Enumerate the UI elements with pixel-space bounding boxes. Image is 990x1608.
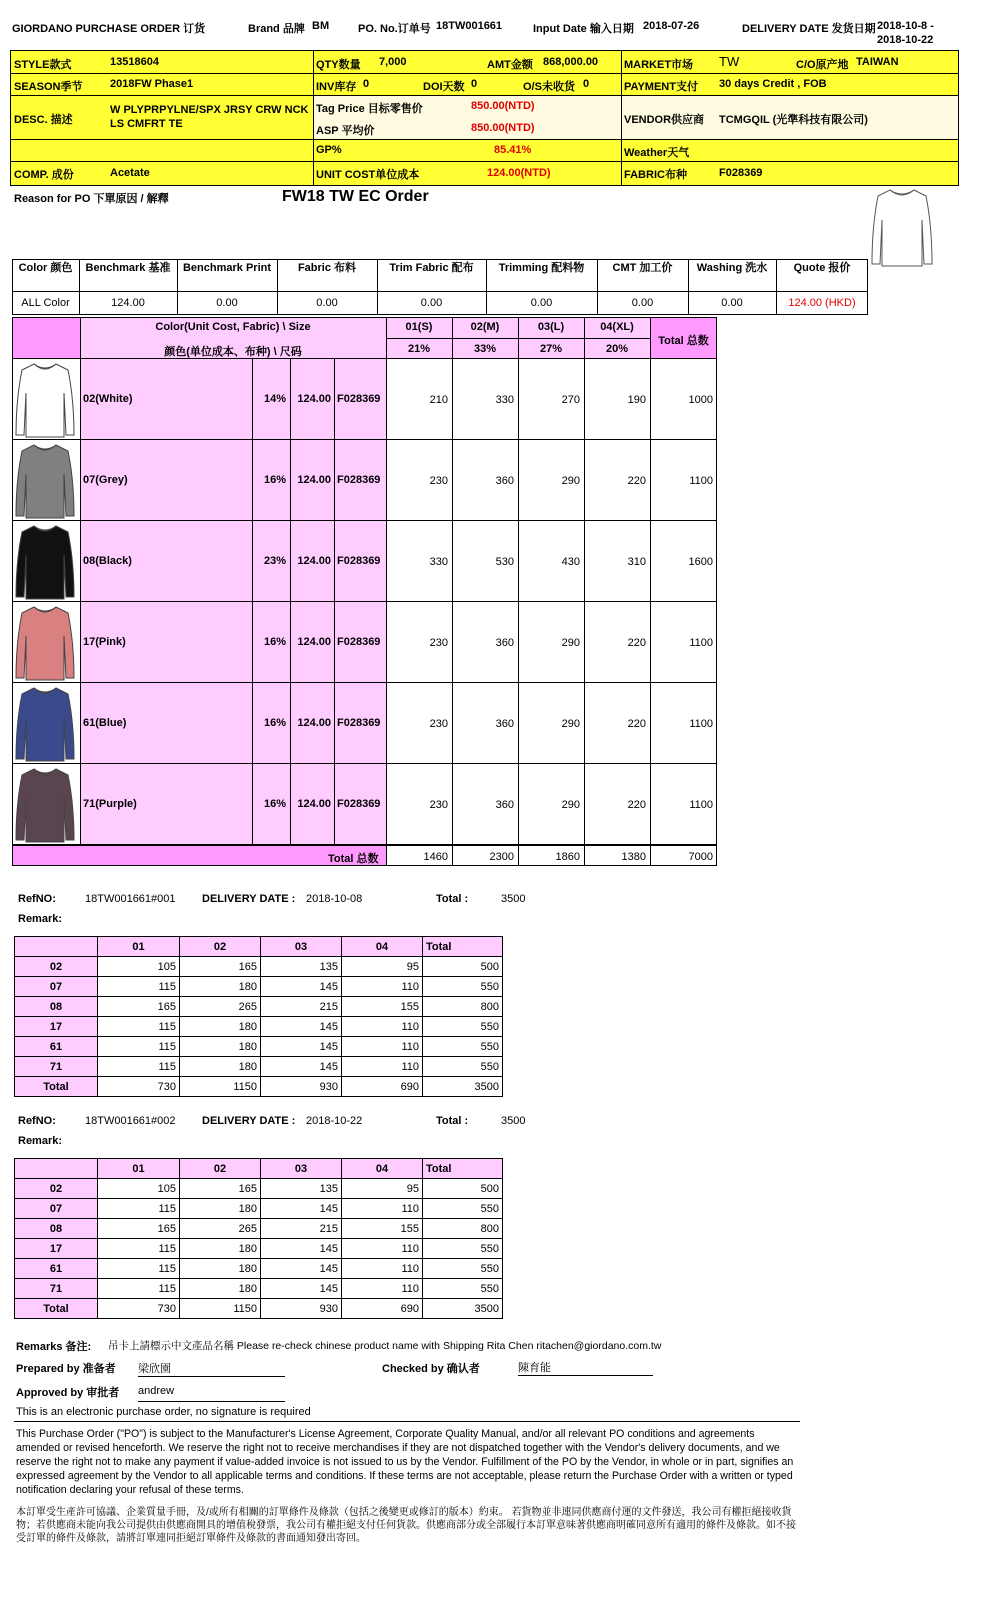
cost-header-5: Trimming 配料物 xyxy=(498,262,585,274)
cost-value-4: 0.00 xyxy=(420,297,443,309)
row-qty-xl: 220 xyxy=(627,718,646,730)
table-row xyxy=(15,957,503,977)
column-header: 03 xyxy=(261,937,342,957)
row-label: 02 xyxy=(15,957,98,977)
size-row xyxy=(12,602,717,683)
approved-value: andrew xyxy=(138,1385,285,1402)
size-m-label: 02(M) xyxy=(470,321,500,333)
table-cell: 145 xyxy=(261,1037,342,1057)
table-cell: 800 xyxy=(423,1219,503,1239)
cost-header-8: Quote 报价 xyxy=(793,262,851,274)
os-value: 0 xyxy=(583,78,590,90)
delivery-2-total-label: Total : xyxy=(436,1115,469,1127)
table-cell: 145 xyxy=(261,1017,342,1037)
desc-line-1: W PLYPRPYLNE/SPX JRSY CRW NCK xyxy=(110,104,309,116)
table-row xyxy=(15,1239,503,1259)
row-color-name: 61(Blue) xyxy=(83,717,127,729)
total-l: 1860 xyxy=(555,851,580,863)
tag-price-value: 850.00(NTD) xyxy=(471,100,535,112)
size-xl-label: 04(XL) xyxy=(600,321,634,333)
table-cell: 110 xyxy=(342,1057,423,1077)
table-row xyxy=(15,977,503,997)
delivery-2-date-label: DELIVERY DATE : xyxy=(202,1115,296,1127)
column-header: 04 xyxy=(342,937,423,957)
table-cell: 215 xyxy=(261,1219,342,1239)
delivery-2-table xyxy=(14,1158,503,1319)
payment-label: PAYMENT支付 xyxy=(624,81,698,93)
doi-value: 0 xyxy=(471,78,478,90)
legal-text-en: This Purchase Order ("PO") is subject to the Manufacturer's License Agreement, Corporate Quality Manual, and/or all relevant PO conditions and agreements amended or revised henceforth. We reserve the right not to receive merchandises if they are not dispatched together with the Vendor's delivery documents, and we reserve the right not to make any payment if value-added invoice is not issued to us by the Vendor. Fulfillment of the PO by the Vendor, in whole or in part, signifies an expressed agreement by the Vendor to all applicable terms and conditions. If these terms are not acceptable, please return the Purchase Order with a written or typed notification declaring your refusal of these terms. xyxy=(16,1428,794,1496)
delivery-1-total: 3500 xyxy=(501,893,526,905)
column-header: 01 xyxy=(98,1159,180,1179)
season-label: SEASON季节 xyxy=(14,81,83,93)
checked-label: Checked by 确认者 xyxy=(382,1363,480,1375)
payment-value: 30 days Credit , FOB xyxy=(719,78,827,90)
table-cell: 1150 xyxy=(180,1077,261,1097)
column-header: Total xyxy=(423,1159,503,1179)
table-cell: 180 xyxy=(180,1037,261,1057)
row-fabric: F028369 xyxy=(337,717,381,729)
table-cell: 165 xyxy=(180,1179,261,1199)
table-cell: 690 xyxy=(342,1299,423,1319)
row-qty-l: 290 xyxy=(561,799,580,811)
table-cell: 730 xyxy=(98,1299,180,1319)
gp-label: GP% xyxy=(316,144,342,156)
table-cell: 115 xyxy=(98,1239,180,1259)
table-cell: 110 xyxy=(342,1199,423,1219)
row-color-name: 02(White) xyxy=(83,393,133,405)
row-label: 02 xyxy=(15,1179,98,1199)
row-qty-m: 360 xyxy=(495,718,514,730)
cost-value-5: 0.00 xyxy=(530,297,553,309)
inv-label: INV库存 xyxy=(316,81,357,93)
table-cell: 95 xyxy=(342,957,423,977)
table-corner-cell xyxy=(15,1159,98,1179)
unit-cost-value: 124.00(NTD) xyxy=(487,167,551,179)
style-value: 13518604 xyxy=(110,56,159,68)
amt-value: 868,000.00 xyxy=(543,56,599,68)
row-color-name: 71(Purple) xyxy=(83,798,137,810)
remarks-text: 吊卡上請標示中文產品名稱 Please re-check chinese product name with Shipping Rita Chen ritachen@giordano.com.tw xyxy=(108,1340,662,1352)
row-qty-m: 360 xyxy=(495,637,514,649)
po-title: GIORDANO PURCHASE ORDER 订货 xyxy=(12,23,206,35)
weather-label: Weather天气 xyxy=(624,147,690,159)
size-row xyxy=(12,359,717,440)
delivery-range-start: 2018-10-8 - xyxy=(877,20,934,32)
size-l-ratio: 27% xyxy=(539,343,563,355)
row-qty-s: 230 xyxy=(429,637,448,649)
row-qty-m: 330 xyxy=(495,394,514,406)
cost-value-1: 124.00 xyxy=(111,297,145,309)
table-cell: 180 xyxy=(180,1199,261,1219)
cost-header-3: Fabric 布料 xyxy=(297,262,357,274)
table-cell: 180 xyxy=(180,1017,261,1037)
origin-label: C/O原产地 xyxy=(796,59,849,71)
delivery-1-date-label: DELIVERY DATE : xyxy=(202,893,296,905)
row-label: 17 xyxy=(15,1017,98,1037)
size-row xyxy=(12,764,717,845)
cost-value-3: 0.00 xyxy=(316,297,338,309)
table-cell: 95 xyxy=(342,1179,423,1199)
cost-value-8: 124.00 (HKD) xyxy=(788,297,856,309)
table-cell: 135 xyxy=(261,957,342,977)
row-qty-s: 230 xyxy=(429,799,448,811)
row-qty-xl: 310 xyxy=(627,556,646,568)
row-label: 07 xyxy=(15,1199,98,1219)
brand-value: BM xyxy=(312,20,330,32)
size-xl-ratio: 20% xyxy=(605,343,629,355)
table-row xyxy=(15,1299,503,1319)
row-label: Total xyxy=(15,1077,98,1097)
size-l-label: 03(L) xyxy=(537,321,565,333)
approved-label: Approved by 审批者 xyxy=(16,1387,120,1399)
table-row xyxy=(15,1017,503,1037)
cost-value-2: 0.00 xyxy=(216,297,238,309)
table-cell: 110 xyxy=(342,1279,423,1299)
table-cell: 500 xyxy=(423,1179,503,1199)
table-cell: 115 xyxy=(98,1037,180,1057)
season-value: 2018FW Phase1 xyxy=(110,78,194,90)
table-cell: 110 xyxy=(342,1259,423,1279)
garment-swatch-image xyxy=(14,685,76,762)
os-label: O/S未收货 xyxy=(523,81,575,93)
table-row xyxy=(15,997,503,1017)
total-xl: 1380 xyxy=(621,851,646,863)
unit-cost-label: UNIT COST单位成本 xyxy=(316,169,420,181)
table-row xyxy=(15,1219,503,1239)
row-unit-cost: 124.00 xyxy=(297,393,331,405)
vendor-label: VENDOR供应商 xyxy=(624,114,705,126)
table-cell: 730 xyxy=(98,1077,180,1097)
garment-swatch-image xyxy=(14,523,76,600)
row-qty-m: 360 xyxy=(495,799,514,811)
table-cell: 930 xyxy=(261,1077,342,1097)
tag-price-label: Tag Price 目标零售价 xyxy=(316,103,423,115)
table-cell: 165 xyxy=(98,1219,180,1239)
market-label: MARKET市场 xyxy=(624,59,694,71)
row-label: 71 xyxy=(15,1279,98,1299)
row-qty-s: 330 xyxy=(429,556,448,568)
table-header-row xyxy=(15,937,503,957)
fabric-value: F028369 xyxy=(719,167,763,179)
delivery-label: DELIVERY DATE 发货日期 xyxy=(742,23,876,35)
row-fabric: F028369 xyxy=(337,393,381,405)
table-row xyxy=(15,1077,503,1097)
row-unit-cost: 124.00 xyxy=(297,474,331,486)
prepared-value: 梁欣園 xyxy=(138,1360,285,1377)
electronic-notice: This is an electronic purchase order, no signature is required xyxy=(16,1406,311,1418)
comp-value: Acetate xyxy=(110,167,150,179)
garment-sketch-image xyxy=(868,186,936,270)
delivery-1-remark-label: Remark: xyxy=(18,913,63,925)
row-unit-cost: 124.00 xyxy=(297,798,331,810)
qty-value: 7,000 xyxy=(379,56,407,68)
row-qty-s: 230 xyxy=(429,475,448,487)
table-cell: 3500 xyxy=(423,1077,503,1097)
row-qty-xl: 220 xyxy=(627,637,646,649)
size-s-label: 01(S) xyxy=(405,321,433,333)
size-head-zh: 颜色(单位成本、布种) \ 尺码 xyxy=(164,346,302,358)
gp-value: 85.41% xyxy=(494,144,532,156)
table-cell: 1150 xyxy=(180,1299,261,1319)
table-cell: 800 xyxy=(423,997,503,1017)
table-row xyxy=(15,1037,503,1057)
delivery-2-date: 2018-10-22 xyxy=(306,1115,363,1127)
info-block xyxy=(10,50,959,186)
table-cell: 180 xyxy=(180,1279,261,1299)
table-cell: 265 xyxy=(180,1219,261,1239)
table-header-row xyxy=(15,1159,503,1179)
row-qty-s: 210 xyxy=(429,394,448,406)
garment-swatch-image xyxy=(14,766,76,843)
column-header: 01 xyxy=(98,937,180,957)
row-color-name: 17(Pink) xyxy=(83,636,126,648)
grand-total: 7000 xyxy=(688,851,713,863)
table-cell: 135 xyxy=(261,1179,342,1199)
row-label: 61 xyxy=(15,1259,98,1279)
total-m: 2300 xyxy=(489,851,514,863)
table-cell: 180 xyxy=(180,977,261,997)
doi-label: DOI天数 xyxy=(423,81,465,93)
inv-value: 0 xyxy=(363,78,370,90)
reason-label: Reason for PO 下單原因 / 解釋 xyxy=(14,193,169,205)
checked-value: 陳育能 xyxy=(518,1359,653,1376)
table-cell: 115 xyxy=(98,1279,180,1299)
table-cell: 110 xyxy=(342,1037,423,1057)
table-row xyxy=(15,1259,503,1279)
prepared-label: Prepared by 准备者 xyxy=(16,1363,116,1375)
size-head-en: Color(Unit Cost, Fabric) \ Size xyxy=(155,321,311,333)
cost-header-4: Trim Fabric 配布 xyxy=(389,262,474,274)
asp-label: ASP 平均价 xyxy=(316,125,375,137)
footer-divider xyxy=(14,1421,800,1422)
cost-header-0: Color 颜色 xyxy=(18,262,73,274)
po-label: PO. No.订单号 xyxy=(358,23,431,35)
delivery-2-ref-label: RefNO: xyxy=(18,1115,56,1127)
table-cell: 145 xyxy=(261,1057,342,1077)
table-cell: 105 xyxy=(98,1179,180,1199)
row-total: 1100 xyxy=(689,799,713,811)
table-cell: 180 xyxy=(180,1259,261,1279)
cost-header-2: Benchmark Print xyxy=(182,262,272,274)
table-cell: 215 xyxy=(261,997,342,1017)
delivery-2-ref: 18TW001661#002 xyxy=(85,1115,176,1127)
table-cell: 180 xyxy=(180,1057,261,1077)
delivery-2-total: 3500 xyxy=(501,1115,526,1127)
legal-text-zh: 本訂單受生產許可協議、企業質量手冊，及/或所有相關的訂單條件及條款（包括之後變更或修訂的版本）約束。 若貨物並非連同供應商付運的文件發送，我公司有權拒絕接收貨物；若供應商未能向我公司提供由供應商開具的增值稅發票，我公司有權拒絕支付任何貨款。供應商部分或全部履行本訂單意味著供應商明確同意所有適用的條件及條款。如不接受訂單的條件及條款，請將訂單連同拒絕訂單條件及條款的書面通知發出寄回。 xyxy=(16,1507,796,1544)
table-cell: 115 xyxy=(98,1199,180,1219)
market-value: TW xyxy=(719,54,740,69)
table-cell: 550 xyxy=(423,1199,503,1219)
garment-swatch-image xyxy=(14,442,76,519)
row-color-pct: 16% xyxy=(263,636,286,648)
desc-label: DESC. 描述 xyxy=(14,114,73,126)
row-qty-l: 290 xyxy=(561,637,580,649)
row-fabric: F028369 xyxy=(337,555,381,567)
row-unit-cost: 124.00 xyxy=(297,717,331,729)
comp-label: COMP. 成份 xyxy=(14,169,74,181)
table-row xyxy=(15,1179,503,1199)
size-row xyxy=(12,683,717,764)
row-qty-xl: 220 xyxy=(627,799,646,811)
input-date-label: Input Date 输入日期 xyxy=(533,23,634,35)
size-row xyxy=(12,521,717,602)
row-total: 1600 xyxy=(688,556,713,568)
table-cell: 690 xyxy=(342,1077,423,1097)
table-cell: 550 xyxy=(423,1017,503,1037)
row-qty-l: 290 xyxy=(561,718,580,730)
row-color-pct: 16% xyxy=(263,474,286,486)
qty-label: QTY数量 xyxy=(316,59,361,71)
row-fabric: F028369 xyxy=(337,636,381,648)
row-color-pct: 16% xyxy=(263,717,286,729)
table-cell: 115 xyxy=(98,1057,180,1077)
cost-header-7: Washing 洗水 xyxy=(696,262,768,274)
table-cell: 115 xyxy=(98,1017,180,1037)
desc-line-2: LS CMFRT TE xyxy=(110,118,183,130)
order-title: FW18 TW EC Order xyxy=(282,188,429,205)
row-total: 1100 xyxy=(689,718,713,730)
table-row xyxy=(15,1057,503,1077)
delivery-2-remark-label: Remark: xyxy=(18,1135,63,1147)
row-color-name: 08(Black) xyxy=(83,555,132,567)
row-label: 17 xyxy=(15,1239,98,1259)
row-fabric: F028369 xyxy=(337,798,381,810)
row-label: Total xyxy=(15,1299,98,1319)
fabric-label: FABRIC布种 xyxy=(624,169,687,181)
table-cell: 550 xyxy=(423,1057,503,1077)
row-color-name: 07(Grey) xyxy=(83,474,128,486)
table-cell: 550 xyxy=(423,977,503,997)
table-cell: 145 xyxy=(261,1239,342,1259)
table-cell: 115 xyxy=(98,1259,180,1279)
table-cell: 550 xyxy=(423,1279,503,1299)
table-corner-cell xyxy=(15,937,98,957)
column-header: Total xyxy=(423,937,503,957)
size-total-label: Total 总数 xyxy=(658,335,709,347)
row-qty-m: 530 xyxy=(495,556,514,568)
cost-header-6: CMT 加工价 xyxy=(612,262,673,274)
table-cell: 110 xyxy=(342,1239,423,1259)
delivery-range-end: 2018-10-22 xyxy=(877,34,934,46)
size-s-ratio: 21% xyxy=(407,343,431,355)
table-cell: 145 xyxy=(261,1279,342,1299)
row-label: 71 xyxy=(15,1057,98,1077)
origin-value: TAIWAN xyxy=(856,56,899,68)
row-total: 1100 xyxy=(689,637,713,649)
style-label: STYLE款式 xyxy=(14,59,72,71)
column-header: 03 xyxy=(261,1159,342,1179)
row-qty-xl: 220 xyxy=(627,475,646,487)
table-cell: 115 xyxy=(98,977,180,997)
row-label: 08 xyxy=(15,1219,98,1239)
input-date: 2018-07-26 xyxy=(643,20,700,32)
table-cell: 105 xyxy=(98,957,180,977)
table-cell: 180 xyxy=(180,1239,261,1259)
row-qty-l: 290 xyxy=(561,475,580,487)
row-unit-cost: 124.00 xyxy=(297,555,331,567)
table-cell: 145 xyxy=(261,1259,342,1279)
total-s: 1460 xyxy=(423,851,448,863)
cost-header-1: Benchmark 基准 xyxy=(85,262,171,274)
table-cell: 165 xyxy=(98,997,180,1017)
row-qty-s: 230 xyxy=(429,718,448,730)
column-header: 04 xyxy=(342,1159,423,1179)
table-row xyxy=(15,1199,503,1219)
table-cell: 265 xyxy=(180,997,261,1017)
cost-value-6: 0.00 xyxy=(631,297,654,309)
table-cell: 930 xyxy=(261,1299,342,1319)
row-qty-l: 430 xyxy=(561,556,580,568)
column-header: 02 xyxy=(180,1159,261,1179)
row-total: 1100 xyxy=(689,475,713,487)
row-qty-m: 360 xyxy=(495,475,514,487)
cost-value-0: ALL Color xyxy=(21,297,70,309)
garment-swatch-image xyxy=(14,361,76,438)
row-label: 61 xyxy=(15,1037,98,1057)
table-cell: 110 xyxy=(342,977,423,997)
grand-total-label: Total 总数 xyxy=(328,853,379,865)
table-cell: 110 xyxy=(342,1017,423,1037)
delivery-size-table xyxy=(14,1158,503,1319)
delivery-1-ref: 18TW001661#001 xyxy=(85,893,176,905)
asp-value: 850.00(NTD) xyxy=(471,122,535,134)
table-cell: 145 xyxy=(261,1199,342,1219)
garment-swatch-image xyxy=(14,604,76,681)
column-header: 02 xyxy=(180,937,261,957)
row-label: 07 xyxy=(15,977,98,997)
size-m-ratio: 33% xyxy=(473,343,497,355)
row-unit-cost: 124.00 xyxy=(297,636,331,648)
delivery-1-total-label: Total : xyxy=(436,893,469,905)
table-cell: 155 xyxy=(342,997,423,1017)
cost-value-7: 0.00 xyxy=(721,297,743,309)
row-label: 08 xyxy=(15,997,98,1017)
table-cell: 165 xyxy=(180,957,261,977)
size-breakdown-table xyxy=(12,317,718,868)
table-cell: 550 xyxy=(423,1037,503,1057)
vendor-value: TCMGQIL (光準科技有限公司) xyxy=(719,114,868,126)
table-cell: 145 xyxy=(261,977,342,997)
cost-table xyxy=(12,259,868,315)
row-color-pct: 23% xyxy=(263,555,286,567)
size-row xyxy=(12,440,717,521)
table-cell: 155 xyxy=(342,1219,423,1239)
delivery-1-table xyxy=(14,936,503,1097)
delivery-1-ref-label: RefNO: xyxy=(18,893,56,905)
row-qty-xl: 190 xyxy=(627,394,646,406)
brand-label: Brand 品牌 xyxy=(248,23,305,35)
delivery-size-table xyxy=(14,936,503,1097)
table-cell: 500 xyxy=(423,957,503,977)
row-color-pct: 14% xyxy=(263,393,286,405)
row-color-pct: 16% xyxy=(263,798,286,810)
row-fabric: F028369 xyxy=(337,474,381,486)
table-cell: 550 xyxy=(423,1239,503,1259)
table-row xyxy=(15,1279,503,1299)
row-total: 1000 xyxy=(688,394,713,406)
row-qty-l: 270 xyxy=(561,394,580,406)
table-cell: 3500 xyxy=(423,1299,503,1319)
po-number: 18TW001661 xyxy=(436,20,503,32)
delivery-1-date: 2018-10-08 xyxy=(306,893,363,905)
remarks-label: Remarks 备注: xyxy=(16,1341,92,1353)
table-cell: 550 xyxy=(423,1259,503,1279)
amt-label: AMT金额 xyxy=(487,59,533,71)
